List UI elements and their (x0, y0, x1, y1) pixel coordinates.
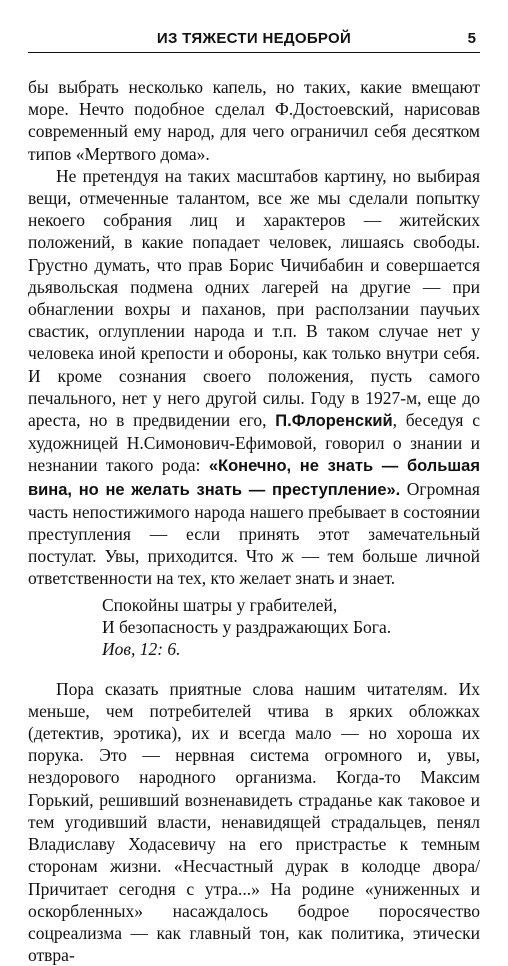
quotation: «Конечно, не знать — большая вина, но не желать знать — преступление». (28, 457, 480, 499)
paragraph-1: бы выбрать несколько капель, но таких, какие вмещают море. Нечто подобное сделал Ф.Достоевский, нарисовав современный ему народ, для чего ограничил себя десятком типов «Мертвого дома». (28, 77, 480, 164)
paragraph-2-part-b: , беседуя с художницей Н.Симонович-Ефимовой, говорил о знании и незнании такого рода: (28, 410, 480, 476)
epigraph-source: Иов, 12: 6. (102, 638, 181, 659)
running-title: ИЗ ТЯЖЕСТИ НЕДОБРОЙ (156, 30, 352, 47)
epigraph (28, 594, 480, 660)
page-header (28, 28, 480, 53)
author-name: П.Флоренский (275, 412, 393, 431)
paragraph-2-part-a: Не претендуя на таких масштабов картину, но выбирая вещи, отмеченные талантом, все же мы сделали попытку некоего собрания лиц и характеров — житейских положений, в какие попадает человек, лишаясь свободы. Грустно думать, что прав Борис Чичибабин и совершается дьявольская подмена одних лагерей на другие — при обнаглении вохры и паханов, при расползании паучьих свастик, оглуплении народа и т.п. В таком случае нет у человека иной крепости и обороны, как только внутри себя. И кроме сознания своего положения, пусть самого печального, нет у него другой силы. Году в 1927-м, еще до ареста, но в предвидении его, (28, 165, 480, 431)
paragraph-2 (28, 165, 480, 590)
epigraph-line-1: Спокойны шатры у грабителей, (102, 594, 338, 615)
paragraph-3: Пора сказать приятные слова нашим читателям. Их меньше, чем потребителей чтива в ярких обложках (детектив, эротика), их и всегда мало — но хороша их порука. Это — нервная система огромного и, увы, нездорового народного организма. Когда-то Максим Горький, решивший возненавидеть страданье как таковое и тем угодивший власти, ненавидящей страдальцев, пенял Владиславу Ходасевичу на его пристрастье к темным сторонам жизни. «Несчастный дурак в колодце двора/Причитает сегодня с утра...» На родине «униженных и оскорбленных» насаждалось бодрое поросячество соцреализма — как главный тон, как политика, этически отвра- (28, 678, 480, 966)
page-body (28, 76, 480, 966)
epigraph-line-2: И безопасность у раздражающих Бога. (102, 616, 392, 637)
section-spacer (28, 660, 480, 678)
paragraph-2-part-c: Огромная часть непостижимого народа нашего пребывает в состоянии преступления — если принять этот замечательный постулат. Увы, приходится. Что ж — тем больше личной ответственности на тех, кто желает знать и знает. (28, 478, 480, 589)
page-number: 5 (467, 30, 476, 47)
